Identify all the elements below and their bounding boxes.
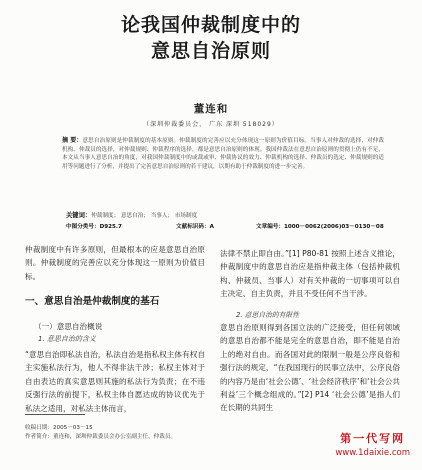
intro-paragraph (25, 243, 205, 283)
right-body-paragraph (220, 321, 400, 415)
left-body-text: “意思自治即私法自治，私法自治是指私权主体有权自主实施私法行为，他人不得非法干涉；私权主体对于自由表达的真实意思则其施的私法行为负责；在不违反强行法的前提下，私权主体自愿达成的协议优先于私法之适用，对私法主体而言， (25, 350, 205, 413)
title-line-2: 意思自治原则 (150, 40, 271, 62)
author-name: 董连和 (193, 103, 229, 115)
watermark-url: www.1daixie.com (335, 448, 410, 458)
right-top-text: 法律不禁止即自由。”[1] P80-81 按照上述含义推论，仲裁制度中的意思自治应是指仲裁主体（包括仲裁机构、仲裁员、当事人）对有关仲裁的一切事项可以自主决定、自主负责，并且不受任何不当干涉。 (220, 249, 400, 299)
footnote-divider (25, 414, 85, 415)
author-affiliation: （深圳仲裁委员会， 广东 深圳 518029） (143, 121, 279, 128)
footnote-author-bio: 作者简介：董连和，深圳仲裁委员会办公室副主任，仲裁员。 (25, 434, 177, 440)
footnote-received-date: 收稿日期：2005－03－15 (25, 425, 93, 431)
watermark (335, 430, 410, 458)
title-line-1: 论我国仲裁制度中的 (120, 14, 301, 36)
right-top-paragraph (220, 247, 400, 301)
document-code: 文献标识码：A (176, 224, 214, 230)
left-body-paragraph (25, 348, 205, 415)
subsection-heading-1: （一）意思自治概说 (34, 322, 103, 331)
subsubsection-heading-1: 1. 意思自治的含义 (38, 335, 96, 343)
keywords-text: 仲裁制度； 意思自治； 当事人； 市场制度 (91, 213, 198, 219)
intro-text: 仲裁制度中有许多原则，但最根本的应是意思自治原则。仲裁制度的完善应以充分体现这一原则为价值目标。 (25, 245, 205, 281)
article-number: 文章编号：1000－0062(2006)03－0130－08 (256, 224, 384, 230)
abstract-label: 摘 要： (62, 137, 83, 144)
section-heading-1: 一、意思自治是仲裁制度的基石 (25, 296, 160, 307)
watermark-title: 第一代写网 (340, 432, 406, 445)
keywords-label: 关键词： (66, 212, 92, 219)
abstract (62, 137, 384, 172)
clc-number: 中图分类号：D925.7 (66, 224, 122, 230)
subsubsection-heading-2: 2. 意思自治的有限性 (236, 311, 300, 319)
keywords (66, 210, 388, 219)
abstract-text: 意思自治原则是仲裁制度的基本原则。仲裁制度的完善应以充分体现这一原则为价值目标。当事人对仲裁的选择、对仲裁机构、仲裁员的选择，对仲裁规则、仲裁程序的选择，都是意思自治原则的体现。我国仲裁法在意思自治原则的贯彻上仍有不足，本文从当事人意思自治的角度，对我国仲裁制度中的或裁或审、仲裁协议的效力、仲裁机构的选择、仲裁员的选定、仲裁规则的适用等问题进行了分析，并提出了完善意思自治原则的若干建议，以期有助于仲裁制度的进一步完善。 (62, 138, 384, 171)
right-body-text: 意思自治原则得到各国立法的广泛接受，但任何领域的意思自治都不能是完全的意思自治，即不能是自治上的绝对自由。而各国对此的限制一般是公序良俗和强行法的规定，“在我国现行的民事立法中，公序良俗的内容乃是由‘社会公德’、‘社会经济秩序’和‘社会公共利益’三个概念组成的。”[2] P14 ‘社会公德’是指人们在长期的共同生 (220, 323, 400, 413)
